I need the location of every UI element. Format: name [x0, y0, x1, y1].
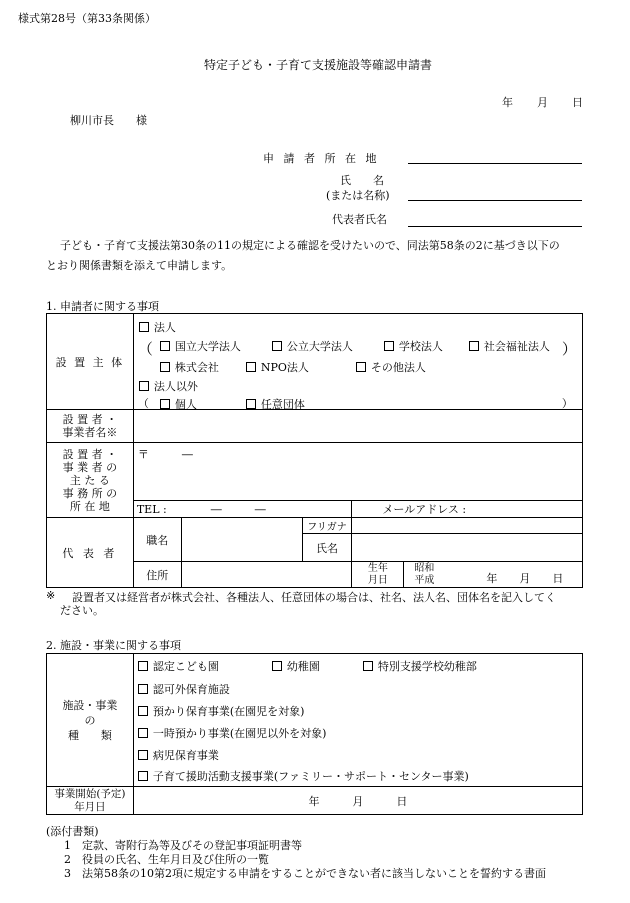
non-corp-option[interactable]: 法人以外: [139, 378, 198, 394]
ninkagai-checkbox[interactable]: [138, 684, 148, 694]
section2-heading: 2. 施設・事業に関する事項: [46, 639, 181, 652]
birth-ymd: 年 月 日: [486, 572, 564, 585]
note-text-cont: ださい。: [60, 604, 104, 617]
birth-date-field[interactable]: [404, 562, 583, 588]
date-day: 日: [572, 96, 583, 109]
owner-name-label: 設 置 者 ・ 事業者名※: [47, 410, 134, 443]
tokubetsu-checkbox[interactable]: [363, 661, 373, 671]
rep-address-label: 住所: [133, 562, 181, 588]
office-address-field[interactable]: [133, 443, 582, 501]
other-corp-checkbox[interactable]: [356, 362, 366, 372]
tel-field[interactable]: TEL : ― ―: [133, 501, 352, 518]
date-year: 年: [502, 96, 513, 109]
start-ymd: 年 月 日: [308, 794, 408, 808]
option-family-support[interactable]: 子育て援助活動支援事業(ファミリー・サポート・センター事業): [138, 768, 469, 784]
corp-type-other[interactable]: その他法人: [356, 359, 426, 375]
attachments-heading: (添付書類): [46, 825, 99, 838]
attachment-item-2: 2 役員の氏名、生年月日及び住所の一覧: [64, 853, 269, 866]
individual-checkbox[interactable]: [160, 399, 170, 409]
applicant-rep-label: 代表者氏名: [332, 213, 387, 226]
paren-close-2: ）: [561, 397, 573, 410]
applicant-name-sub-label: (または名称): [326, 189, 390, 202]
paren-open-1: （: [137, 340, 153, 358]
paren-open-2: （: [137, 397, 149, 410]
setchi-shutai-label: 設 置 主 体: [47, 314, 134, 410]
era-options: 昭和 平成: [414, 563, 435, 586]
option-byouji[interactable]: 病児保育事業: [138, 747, 219, 763]
corp-checkbox[interactable]: [139, 322, 149, 332]
option-ninkagai[interactable]: 認可外保育施設: [138, 681, 230, 697]
birth-label: 生年 月日: [352, 562, 404, 588]
note-text: 設置者又は経営者が株式会社、各種法人、任意団体の場合は、社名、法人名、団体名を記入してく: [72, 591, 556, 604]
facility-table: [46, 653, 583, 815]
corp-type-welfare[interactable]: 社会福祉法人: [469, 338, 550, 354]
ichiji-checkbox[interactable]: [138, 728, 148, 738]
intro-line-2: とおり関係書類を添えて申請します。: [46, 259, 233, 272]
corp-type-kabushiki[interactable]: 株式会社: [160, 359, 219, 375]
public-univ-checkbox[interactable]: [272, 341, 282, 351]
facility-type-cell: [133, 654, 582, 787]
form-number: 様式第28号（第33条関係）: [18, 12, 156, 25]
corp-type-national[interactable]: 国立大学法人: [160, 338, 241, 354]
corp-type-school[interactable]: 学校法人: [384, 338, 443, 354]
corp-option[interactable]: 法人: [139, 319, 176, 335]
option-nintei-kodomoen[interactable]: 認定こども園: [138, 658, 219, 674]
owner-name-field[interactable]: [133, 410, 582, 443]
furigana-field[interactable]: [352, 518, 583, 534]
note-mark: ※: [46, 589, 56, 602]
nintei-checkbox[interactable]: [138, 661, 148, 671]
email-field[interactable]: メールアドレス :: [352, 501, 583, 518]
applicant-name-label: 氏 名: [340, 174, 384, 187]
rep-name-label: 氏名: [302, 534, 352, 562]
school-corp-checkbox[interactable]: [384, 341, 394, 351]
corp-type-npo[interactable]: NPO法人: [246, 359, 309, 375]
postal-code: 〒 ―: [137, 448, 193, 461]
rep-address-field[interactable]: [181, 562, 352, 588]
national-univ-checkbox[interactable]: [160, 341, 170, 351]
furigana-label: フリガナ: [302, 518, 352, 534]
applicant-rep-line[interactable]: [408, 226, 582, 227]
office-address-label: 設 置 者 ・ 事 業 者 の 主 た る 事 務 所 の 所 在 地: [47, 443, 134, 518]
intro-line-1: 子ども・子育て支援法第30条の11の規定による確認を受けたいので、同法第58条の2に基づき以下の: [60, 239, 560, 252]
option-tokubetsu[interactable]: 特別支援学校幼稚部: [363, 658, 477, 674]
start-date-field[interactable]: [133, 787, 582, 815]
position-field[interactable]: [181, 518, 302, 562]
date-month: 月: [537, 96, 548, 109]
non-corp-individual[interactable]: 個人: [160, 396, 197, 412]
applicant-table: [46, 313, 583, 588]
facility-type-label: 施設・事業 の 種 類: [47, 654, 134, 787]
option-azukari[interactable]: 預かり保育事業(在園児を対象): [138, 703, 305, 719]
azukari-checkbox[interactable]: [138, 706, 148, 716]
section1-heading: 1. 申請者に関する事項: [46, 300, 159, 313]
corp-type-public[interactable]: 公立大学法人: [272, 338, 353, 354]
applicant-name-line[interactable]: [408, 200, 582, 201]
rep-name-field[interactable]: [352, 534, 583, 562]
welfare-corp-checkbox[interactable]: [469, 341, 479, 351]
non-corp-voluntary[interactable]: 任意団体: [246, 396, 305, 412]
npo-checkbox[interactable]: [246, 362, 256, 372]
addressee: 柳川市長 様: [70, 114, 147, 127]
voluntary-group-checkbox[interactable]: [246, 399, 256, 409]
attachment-item-1: 1 定款、寄附行為等及びその登記事項証明書等: [64, 839, 302, 852]
setchi-shutai-cell: [133, 314, 582, 410]
youchien-checkbox[interactable]: [272, 661, 282, 671]
representative-label: 代 表 者: [47, 518, 134, 588]
applicant-address-label: 申 請 者 所 在 地: [263, 152, 380, 165]
kabushiki-checkbox[interactable]: [160, 362, 170, 372]
option-ichiji[interactable]: 一時預かり事業(在園児以外を対象): [138, 725, 327, 741]
family-support-checkbox[interactable]: [138, 771, 148, 781]
byouji-checkbox[interactable]: [138, 750, 148, 760]
non-corp-checkbox[interactable]: [139, 381, 149, 391]
applicant-address-line[interactable]: [408, 163, 582, 164]
page-title: 特定子ども・子育て支援施設等確認申請書: [204, 58, 433, 72]
start-date-label: 事業開始(予定) 年月日: [47, 787, 134, 815]
position-label: 職名: [133, 518, 181, 562]
attachment-item-3: 3 法第58条の10第2項に規定する申請をすることができない者に該当しないことを誓約する書面: [64, 867, 546, 880]
option-youchien[interactable]: 幼稚園: [272, 658, 320, 674]
paren-close-1: ）: [561, 340, 577, 358]
